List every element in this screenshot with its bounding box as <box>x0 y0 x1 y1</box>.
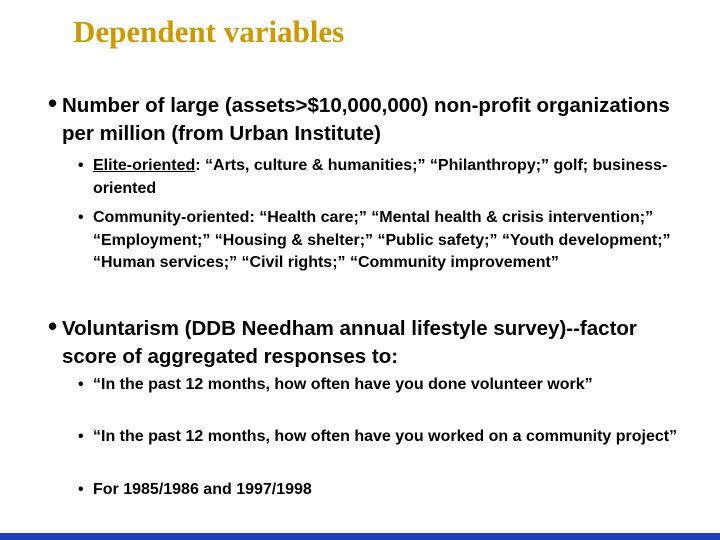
bullet-text: Voluntarism (DDB Needham annual lifestyle survey)--factor score of aggregated responses to: <box>62 317 637 368</box>
sub-bullet-icon: • <box>78 376 84 393</box>
sub-bullet-text: “In the past 12 months, how often have you done volunteer work” <box>93 376 593 393</box>
bullet-icon: • <box>48 311 58 341</box>
sub-bullet-rest: : “Arts, culture & humanities;” “Philanthropy;” golf; business-oriented <box>93 157 668 197</box>
sub-bullet-text: For 1985/1986 and 1997/1998 <box>93 481 312 498</box>
slide-title: Dependent variables <box>73 14 345 49</box>
sub-bullet-icon: • <box>78 209 84 226</box>
sub-bullet-item <box>78 479 678 502</box>
sub-bullet-item <box>78 155 678 200</box>
bullet-icon: • <box>48 88 58 118</box>
bullet-item <box>48 88 688 148</box>
bottom-accent-bar <box>0 533 720 540</box>
sub-bullet-item <box>78 374 678 397</box>
bullet-item <box>48 311 688 371</box>
sub-bullet-text <box>78 155 678 200</box>
sub-bullet-text: “In the past 12 months, how often have you worked on a community project” <box>93 428 678 445</box>
sub-bullet-lead: Elite-oriented <box>93 157 196 174</box>
sub-bullet-item <box>78 426 678 449</box>
sub-bullet-icon: • <box>78 428 84 445</box>
sub-bullet-text: Community-oriented: “Health care;” “Mental health & crisis intervention;” “Employment;” “Housing & shelter;” “Public safety;” “Youth development;” “Human services;” “Civil rights;” “Community improvement” <box>93 209 671 271</box>
sub-bullet-icon: • <box>78 481 84 498</box>
sub-bullet-icon: • <box>78 157 84 174</box>
sub-bullet-item <box>78 207 678 275</box>
bullet-text: Number of large (assets>$10,000,000) non-profit organizations per million (from Urban Institute) <box>62 94 670 145</box>
